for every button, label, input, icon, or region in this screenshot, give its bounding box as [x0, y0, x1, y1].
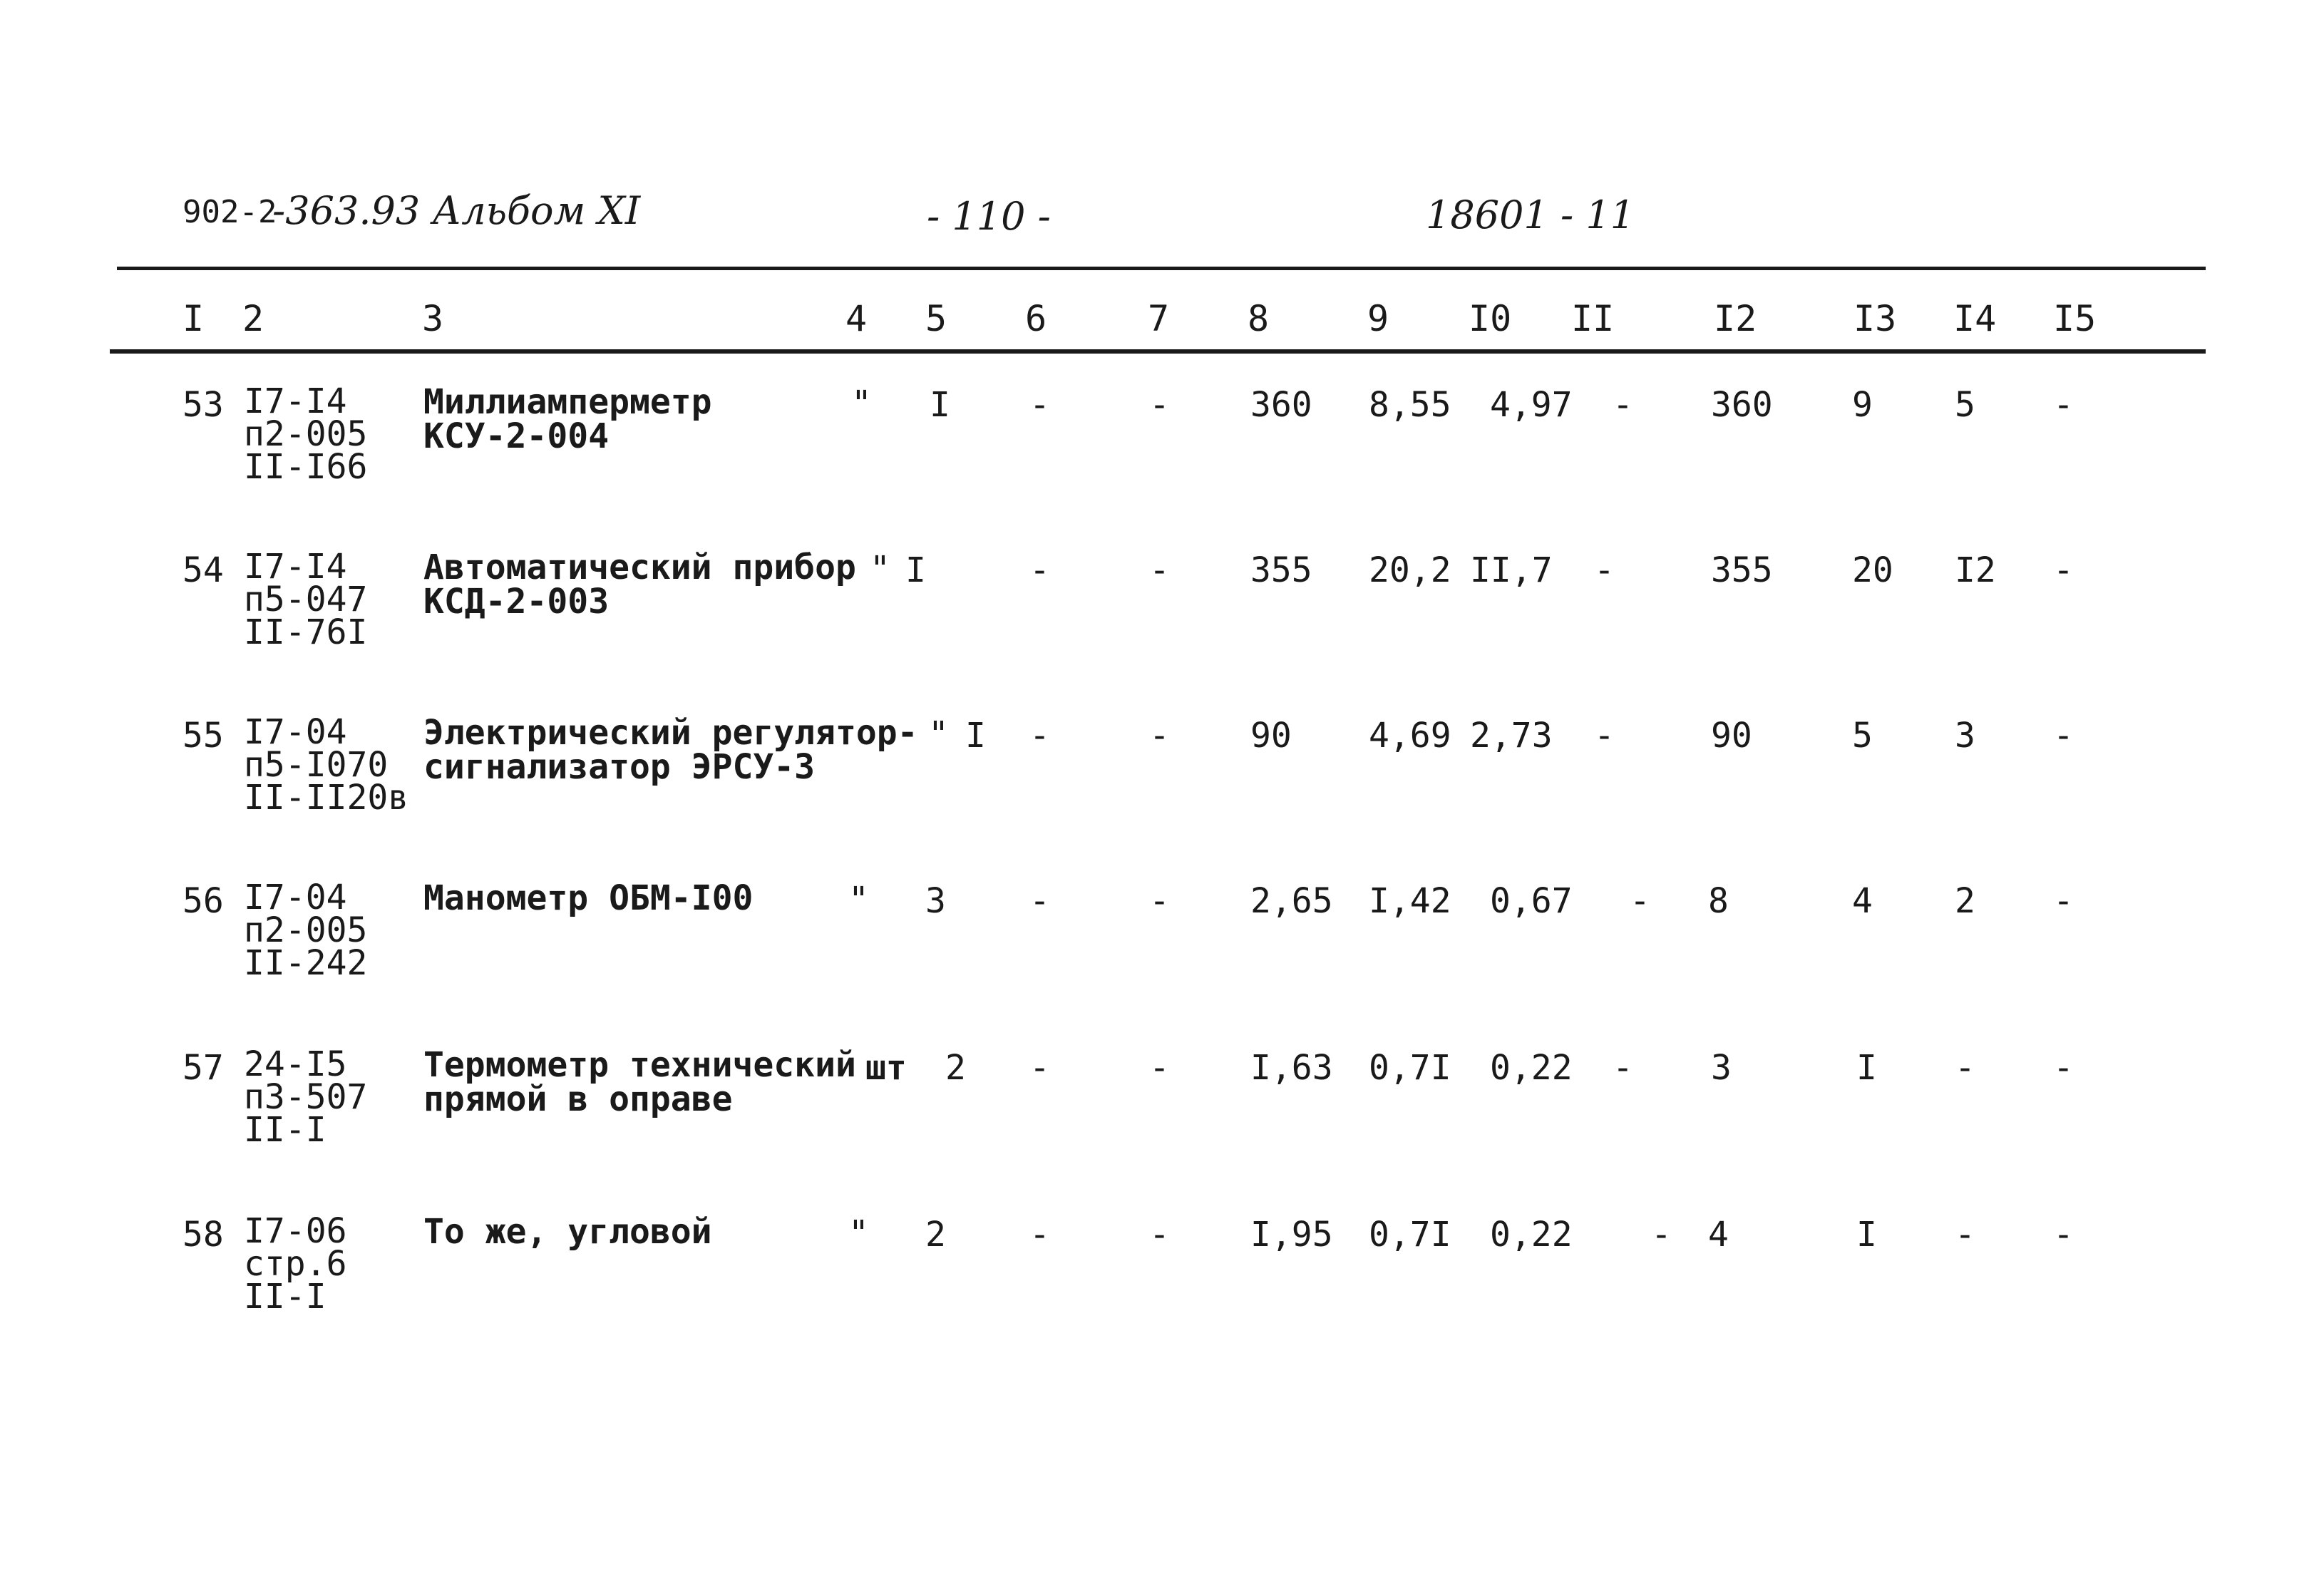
name-line: Миллиамперметр: [423, 382, 712, 422]
cell-c11: -: [1594, 550, 1615, 590]
row-name: [423, 1045, 856, 1119]
cell-c12: 3: [1711, 1048, 1732, 1088]
cell-c9: 0,7I: [1369, 1215, 1451, 1255]
row-code: [244, 878, 368, 983]
code-line: п2-005: [244, 414, 368, 454]
cell-c12: 4: [1708, 1215, 1729, 1255]
column-number: I0: [1469, 298, 1512, 339]
cell-c10: 0,22: [1490, 1215, 1573, 1255]
cell-c11: -: [1613, 1048, 1633, 1088]
code-line: II-I: [244, 1110, 327, 1150]
row-code: [244, 547, 368, 652]
row-number: 54: [182, 550, 224, 590]
code-line: п5-I070: [244, 745, 389, 785]
cell-c13: I: [1856, 1215, 1877, 1255]
cell-c10: 0,67: [1490, 881, 1573, 921]
row-code: [244, 381, 368, 487]
cell-c10: 4,97: [1490, 385, 1573, 425]
code-line: I7-04: [244, 712, 347, 752]
cell-c13: I: [1856, 1048, 1877, 1088]
cell-c13: 20: [1852, 550, 1893, 590]
code-line: 24-I5: [244, 1044, 347, 1084]
doc-code-handwritten: -363.93 Альбом XI: [272, 188, 641, 233]
column-number: I5: [2053, 298, 2097, 339]
cell-c6: -: [1029, 881, 1050, 921]
row-name: [423, 547, 856, 622]
row-name: [423, 878, 754, 918]
cell-c15: -: [2053, 716, 2074, 756]
row-number: 58: [182, 1215, 224, 1255]
row-code: [244, 712, 409, 818]
column-number: 5: [925, 298, 947, 339]
code-line: II-76I: [244, 612, 368, 652]
column-number: 6: [1025, 298, 1047, 339]
code-line: I7-I4: [244, 547, 347, 587]
cell-unit: ": [848, 1213, 869, 1253]
code-line: II-I66: [244, 447, 368, 487]
cell-c6: -: [1029, 1215, 1050, 1255]
cell-c12: 90: [1711, 716, 1752, 756]
column-number: I2: [1714, 298, 1757, 339]
cell-c14: -: [1955, 1215, 1975, 1255]
code-line: I7-04: [244, 878, 347, 917]
cell-c12: 8: [1708, 881, 1729, 921]
cell-unit: ": [928, 714, 949, 754]
cell-c6: -: [1029, 1048, 1050, 1088]
cell-c12: 360: [1711, 385, 1773, 425]
cell-c15: -: [2053, 881, 2074, 921]
name-line: То же, угловой: [423, 1212, 712, 1252]
cell-c11: -: [1651, 1215, 1672, 1255]
cell-unit: ": [851, 384, 872, 423]
row-number: 56: [182, 881, 224, 921]
cell-c14: 2: [1955, 881, 1975, 921]
cell-c11: -: [1630, 881, 1650, 921]
name-line: КСД-2-003: [423, 582, 610, 622]
cell-unit: ": [848, 880, 869, 920]
cell-quantity: I: [930, 385, 950, 425]
column-number: 2: [242, 298, 264, 339]
column-number: I4: [1953, 298, 1997, 339]
cell-c9: 20,2: [1369, 550, 1451, 590]
top-rule: [117, 267, 2206, 270]
header-bottom-rule: [110, 349, 2206, 354]
cell-c8: 2,65: [1250, 881, 1333, 921]
column-number: I3: [1853, 298, 1897, 339]
cell-c12: 355: [1711, 550, 1773, 590]
cell-c8: I,63: [1250, 1048, 1333, 1088]
row-number: 57: [182, 1048, 224, 1088]
code-line: I7-I4: [244, 381, 347, 421]
name-line: сигнализатор ЭРСУ-3: [423, 747, 816, 787]
row-code: [244, 1044, 368, 1150]
cell-c8: 90: [1250, 716, 1292, 756]
cell-c13: 5: [1852, 716, 1873, 756]
cell-quantity: I: [965, 716, 986, 756]
doc-code: 902-2: [182, 194, 277, 230]
cell-c14: I2: [1955, 550, 1996, 590]
row-code: [244, 1211, 347, 1317]
name-line: Термометр технический: [423, 1045, 856, 1085]
sheet-code: 18601 - 11: [1426, 192, 1635, 237]
cell-c7: -: [1149, 1215, 1170, 1255]
cell-c8: I,95: [1250, 1215, 1333, 1255]
code-line: п3-507: [244, 1077, 368, 1117]
row-number: 55: [182, 716, 224, 756]
code-line: II-II20в: [244, 778, 409, 818]
cell-c13: 4: [1852, 881, 1873, 921]
code-line: стр.6: [244, 1244, 347, 1284]
column-number: 9: [1367, 298, 1389, 339]
cell-c10: 2,73: [1470, 716, 1553, 756]
cell-c15: -: [2053, 385, 2074, 425]
column-number: 7: [1148, 298, 1170, 339]
code-line: II-I: [244, 1277, 327, 1317]
cell-c8: 360: [1250, 385, 1312, 425]
cell-c11: -: [1594, 716, 1615, 756]
cell-unit: шт: [865, 1048, 907, 1088]
cell-c11: -: [1613, 385, 1633, 425]
code-line: п5-047: [244, 580, 368, 619]
cell-unit: ": [870, 549, 890, 589]
cell-quantity: 2: [945, 1048, 966, 1088]
name-line: КСУ-2-004: [423, 416, 610, 456]
cell-c7: -: [1149, 385, 1170, 425]
cell-c9: 8,55: [1369, 385, 1451, 425]
column-number: II: [1571, 298, 1615, 339]
cell-quantity: 2: [925, 1215, 946, 1255]
cell-c7: -: [1149, 550, 1170, 590]
cell-c15: -: [2053, 1048, 2074, 1088]
cell-c15: -: [2053, 1215, 2074, 1255]
row-name: [423, 713, 918, 787]
row-name: [423, 382, 712, 456]
cell-c7: -: [1149, 716, 1170, 756]
cell-c13: 9: [1852, 385, 1873, 425]
cell-c7: -: [1149, 881, 1170, 921]
code-line: п2-005: [244, 910, 368, 950]
cell-quantity: 3: [925, 881, 946, 921]
cell-c8: 355: [1250, 550, 1312, 590]
cell-c10: 0,22: [1490, 1048, 1573, 1088]
cell-c14: 5: [1955, 385, 1975, 425]
cell-c15: -: [2053, 550, 2074, 590]
code-line: II-242: [244, 943, 368, 983]
code-line: I7-06: [244, 1211, 347, 1251]
name-line: Автоматический прибор: [423, 547, 856, 587]
page-number: - 110 -: [927, 194, 1051, 239]
cell-c14: -: [1955, 1048, 1975, 1088]
cell-c7: -: [1149, 1048, 1170, 1088]
name-line: прямой в оправе: [423, 1079, 733, 1119]
row-number: 53: [182, 385, 224, 425]
cell-quantity: I: [905, 550, 926, 590]
cell-c9: I,42: [1369, 881, 1451, 921]
column-number: I: [182, 298, 205, 339]
column-number: 4: [845, 298, 868, 339]
name-line: Электрический регулятор-: [423, 713, 918, 753]
cell-c14: 3: [1955, 716, 1975, 756]
cell-c6: -: [1029, 716, 1050, 756]
cell-c6: -: [1029, 550, 1050, 590]
cell-c9: 0,7I: [1369, 1048, 1451, 1088]
cell-c6: -: [1029, 385, 1050, 425]
name-line: Манометр ОБМ-I00: [423, 878, 754, 918]
cell-c9: 4,69: [1369, 716, 1451, 756]
column-number: 3: [422, 298, 444, 339]
column-number: 8: [1248, 298, 1270, 339]
row-name: [423, 1212, 712, 1252]
cell-c10: II,7: [1470, 550, 1553, 590]
